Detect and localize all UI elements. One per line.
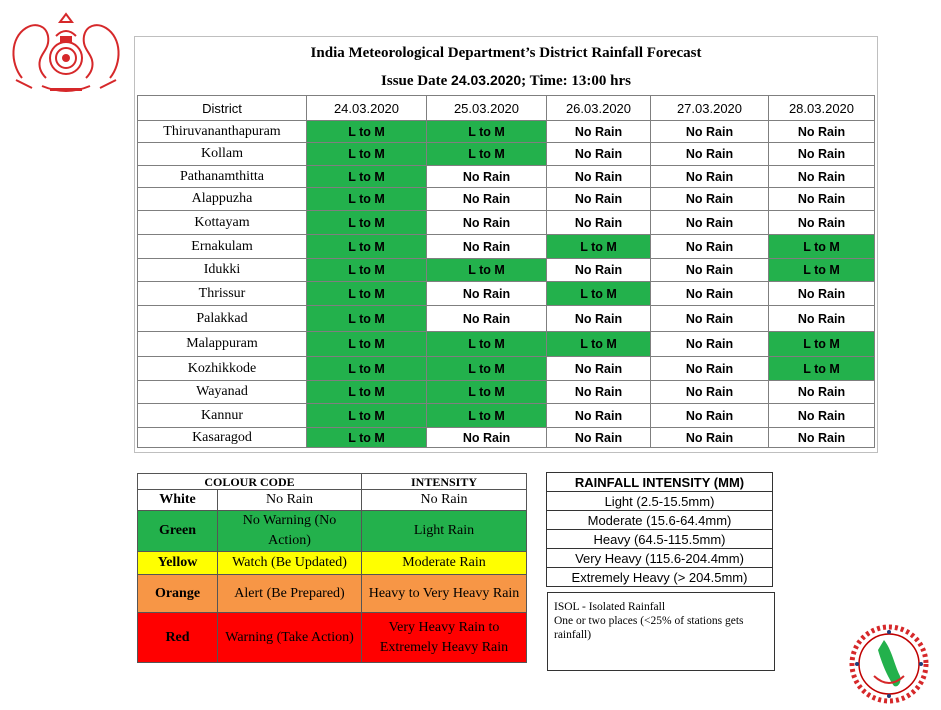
forecast-cell: No Rain	[651, 188, 769, 211]
colour-meaning: Watch (Be Updated)	[218, 552, 362, 575]
district-name: Idukki	[138, 259, 307, 282]
colour-meaning: No Rain	[218, 490, 362, 511]
forecast-cell: No Rain	[547, 188, 651, 211]
rainfall-intensity-row	[547, 568, 773, 587]
forecast-cell: No Rain	[547, 357, 651, 381]
forecast-cell: L to M	[307, 188, 427, 211]
forecast-cell: No Rain	[769, 143, 875, 166]
colour-code-row	[138, 552, 527, 575]
isol-line1: ISOL - Isolated Rainfall	[554, 601, 666, 613]
colour-name: Green	[138, 511, 218, 552]
forecast-cell: L to M	[307, 306, 427, 332]
colour-intensity: Heavy to Very Heavy Rain	[362, 575, 527, 613]
colour-code-row	[138, 490, 527, 511]
forecast-row	[138, 381, 875, 404]
colour-code-header-row	[138, 474, 527, 490]
forecast-row	[138, 282, 875, 306]
forecast-cell: L to M	[307, 166, 427, 188]
forecast-cell: No Rain	[769, 211, 875, 235]
forecast-cell: L to M	[427, 332, 547, 357]
forecast-cell: No Rain	[651, 143, 769, 166]
district-name: Pathanamthitta	[138, 166, 307, 188]
forecast-cell: L to M	[547, 235, 651, 259]
forecast-cell: No Rain	[651, 381, 769, 404]
forecast-cell: No Rain	[769, 404, 875, 428]
district-forecast-table	[137, 95, 875, 448]
forecast-cell: L to M	[427, 381, 547, 404]
rainfall-intensity-item: Extremely Heavy (> 204.5mm)	[547, 568, 773, 587]
forecast-cell: L to M	[307, 332, 427, 357]
forecast-cell: No Rain	[427, 211, 547, 235]
intensity-header: INTENSITY	[362, 474, 527, 490]
colour-meaning: No Warning (No Action)	[218, 511, 362, 552]
forecast-cell: L to M	[307, 143, 427, 166]
forecast-cell: L to M	[307, 282, 427, 306]
header-date: 27.03.2020	[651, 96, 769, 121]
forecast-cell: No Rain	[651, 166, 769, 188]
issue-prefix: Issue Date	[381, 73, 452, 89]
forecast-cell: L to M	[427, 259, 547, 282]
forecast-row	[138, 143, 875, 166]
isol-note	[547, 592, 775, 671]
forecast-cell: L to M	[427, 143, 547, 166]
rainfall-intensity-header-row	[547, 473, 773, 492]
district-name: Kannur	[138, 404, 307, 428]
colour-name: Orange	[138, 575, 218, 613]
ksdma-logo	[848, 624, 930, 704]
colour-intensity: Very Heavy Rain to Extremely Heavy Rain	[362, 613, 527, 663]
forecast-cell: L to M	[547, 282, 651, 306]
forecast-cell: No Rain	[651, 235, 769, 259]
forecast-cell: L to M	[307, 381, 427, 404]
forecast-cell: No Rain	[651, 282, 769, 306]
colour-name: Red	[138, 613, 218, 663]
forecast-cell: No Rain	[547, 259, 651, 282]
forecast-row	[138, 121, 875, 143]
rainfall-intensity-item: Heavy (64.5-115.5mm)	[547, 530, 773, 549]
forecast-cell: L to M	[307, 121, 427, 143]
forecast-cell: No Rain	[651, 428, 769, 448]
forecast-cell: No Rain	[427, 428, 547, 448]
district-name: Ernakulam	[138, 235, 307, 259]
forecast-cell: No Rain	[651, 332, 769, 357]
district-name: Kozhikkode	[138, 357, 307, 381]
colour-intensity: Light Rain	[362, 511, 527, 552]
header-date: 25.03.2020	[427, 96, 547, 121]
rainfall-intensity-item: Moderate (15.6-64.4mm)	[547, 511, 773, 530]
district-name: Kollam	[138, 143, 307, 166]
forecast-cell: No Rain	[547, 404, 651, 428]
rainfall-intensity-row	[547, 511, 773, 530]
forecast-row	[138, 188, 875, 211]
forecast-cell: L to M	[547, 332, 651, 357]
forecast-cell: L to M	[427, 357, 547, 381]
rainfall-intensity-table	[546, 472, 773, 587]
district-name: Kottayam	[138, 211, 307, 235]
forecast-cell: No Rain	[651, 306, 769, 332]
forecast-cell: L to M	[769, 235, 875, 259]
forecast-cell: L to M	[769, 332, 875, 357]
district-name: Kasaragod	[138, 428, 307, 448]
district-name: Wayanad	[138, 381, 307, 404]
forecast-cell: L to M	[769, 357, 875, 381]
district-name: Alappuzha	[138, 188, 307, 211]
forecast-cell: L to M	[307, 235, 427, 259]
forecast-cell: No Rain	[547, 211, 651, 235]
rainfall-intensity-row	[547, 492, 773, 511]
forecast-row	[138, 259, 875, 282]
forecast-cell: No Rain	[547, 166, 651, 188]
colour-meaning: Warning (Take Action)	[218, 613, 362, 663]
forecast-cell: L to M	[307, 211, 427, 235]
header-date: 28.03.2020	[769, 96, 875, 121]
district-name: Thiruvananthapuram	[138, 121, 307, 143]
rainfall-intensity-row	[547, 530, 773, 549]
forecast-cell: No Rain	[427, 282, 547, 306]
forecast-cell: No Rain	[427, 166, 547, 188]
forecast-cell: L to M	[307, 428, 427, 448]
forecast-row	[138, 357, 875, 381]
forecast-cell: L to M	[307, 404, 427, 428]
forecast-cell: No Rain	[769, 166, 875, 188]
forecast-row	[138, 332, 875, 357]
forecast-row	[138, 428, 875, 448]
forecast-cell: L to M	[427, 121, 547, 143]
colour-name: White	[138, 490, 218, 511]
forecast-cell: No Rain	[547, 428, 651, 448]
kerala-emblem-logo	[2, 8, 130, 98]
district-name: Malappuram	[138, 332, 307, 357]
forecast-cell: No Rain	[427, 306, 547, 332]
colour-name: Yellow	[138, 552, 218, 575]
forecast-cell: No Rain	[547, 143, 651, 166]
forecast-cell: No Rain	[769, 428, 875, 448]
forecast-cell: No Rain	[651, 404, 769, 428]
forecast-cell: No Rain	[651, 357, 769, 381]
forecast-row	[138, 235, 875, 259]
forecast-cell: No Rain	[651, 211, 769, 235]
forecast-cell: No Rain	[769, 121, 875, 143]
forecast-title: India Meteorological Department’s District Rainfall Forecast	[310, 45, 702, 61]
colour-code-row	[138, 575, 527, 613]
colour-code-row	[138, 511, 527, 552]
forecast-cell: No Rain	[651, 259, 769, 282]
issue-suffix: ; Time: 13:00 hrs	[521, 73, 631, 89]
issue-date: 24.03.2020	[451, 72, 522, 88]
forecast-header-row	[138, 96, 875, 121]
forecast-row	[138, 404, 875, 428]
forecast-cell: L to M	[427, 404, 547, 428]
forecast-row	[138, 306, 875, 332]
rainfall-intensity-title: RAINFALL INTENSITY (MM)	[547, 473, 773, 492]
rainfall-intensity-item: Light (2.5-15.5mm)	[547, 492, 773, 511]
rainfall-intensity-row	[547, 549, 773, 568]
colour-meaning: Alert (Be Prepared)	[218, 575, 362, 613]
colour-code-row	[138, 613, 527, 663]
forecast-row	[138, 211, 875, 235]
forecast-row	[138, 166, 875, 188]
forecast-cell: L to M	[769, 259, 875, 282]
colour-code-header: COLOUR CODE	[138, 474, 362, 490]
district-name: Palakkad	[138, 306, 307, 332]
header-date: 26.03.2020	[547, 96, 651, 121]
forecast-cell: No Rain	[547, 121, 651, 143]
forecast-cell: No Rain	[547, 381, 651, 404]
forecast-cell: No Rain	[427, 188, 547, 211]
forecast-cell: No Rain	[769, 282, 875, 306]
header-date: 24.03.2020	[307, 96, 427, 121]
forecast-cell: L to M	[307, 259, 427, 282]
forecast-cell: L to M	[307, 357, 427, 381]
forecast-cell: No Rain	[769, 381, 875, 404]
issue-line	[135, 72, 877, 90]
colour-intensity: No Rain	[362, 490, 527, 511]
header-district: District	[138, 96, 307, 121]
colour-code-table	[137, 473, 527, 663]
forecast-cell: No Rain	[769, 306, 875, 332]
forecast-cell: No Rain	[769, 188, 875, 211]
forecast-cell: No Rain	[651, 121, 769, 143]
district-name: Thrissur	[138, 282, 307, 306]
forecast-cell: No Rain	[547, 306, 651, 332]
isol-line2: One or two places (<25% of stations gets rainfall)	[554, 615, 744, 641]
forecast-cell: No Rain	[427, 235, 547, 259]
colour-intensity: Moderate Rain	[362, 552, 527, 575]
rainfall-intensity-item: Very Heavy (115.6-204.4mm)	[547, 549, 773, 568]
